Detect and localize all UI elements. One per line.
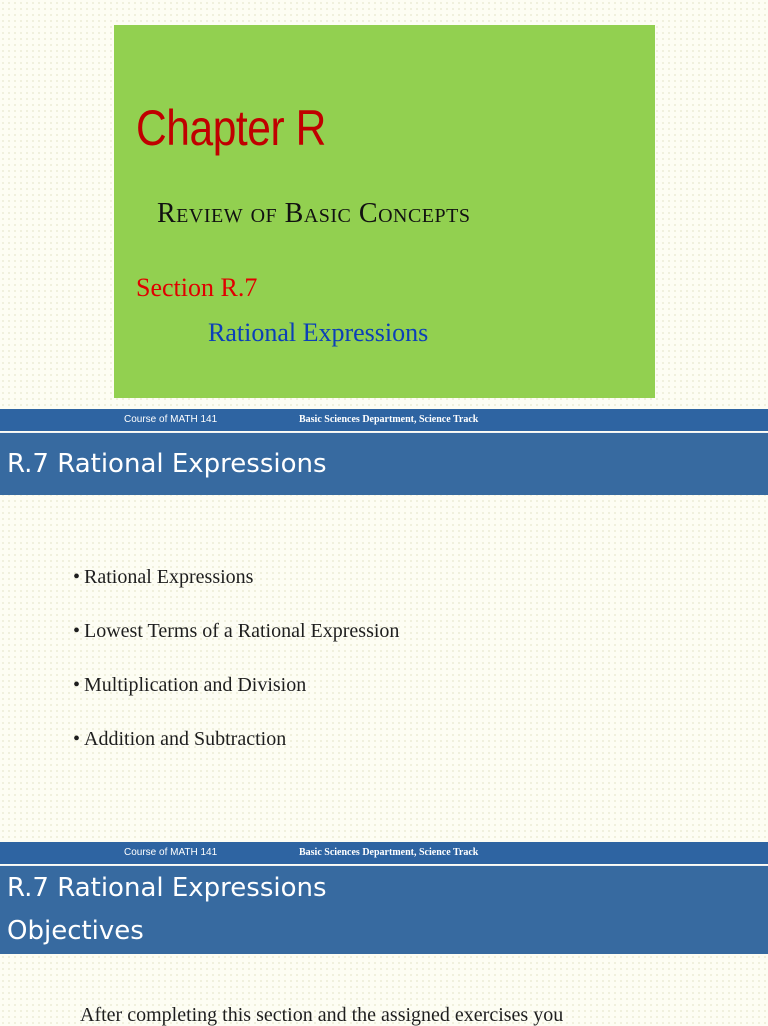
bullet-symbol: • [73,566,81,588]
bullet-symbol: • [73,728,81,750]
footer-course: Course of MATH 141 [124,847,218,858]
bullet-text: Addition and Subtraction [84,728,287,750]
slide3-header-title: R.7 Rational Expressions [7,873,327,903]
bullet-item [73,675,306,695]
chapter-title: Chapter R [136,100,326,156]
bullet-text: Rational Expressions [84,566,254,588]
slide2-header-title: R.7 Rational Expressions [7,449,327,479]
bullet-item [73,621,399,641]
review-title: Review of Basic Concepts [157,198,471,229]
footer-department: Basic Sciences Department, Science Track [299,847,479,858]
bullet-symbol: • [73,620,81,642]
slide3-header-subtitle: Objectives [7,916,144,946]
bullet-item [73,729,286,749]
objectives-intro-text: After completing this section and the assigned exercises you [80,1004,564,1026]
section-name: Rational Expressions [208,318,429,347]
bullet-item [73,567,253,587]
bullet-text: Multiplication and Division [84,674,307,696]
footer-course: Course of MATH 141 [124,414,218,425]
bullet-text: Lowest Terms of a Rational Expression [84,620,400,642]
bullet-symbol: • [73,674,81,696]
footer-department: Basic Sciences Department, Science Track [299,414,479,425]
section-label: Section R.7 [136,273,258,302]
